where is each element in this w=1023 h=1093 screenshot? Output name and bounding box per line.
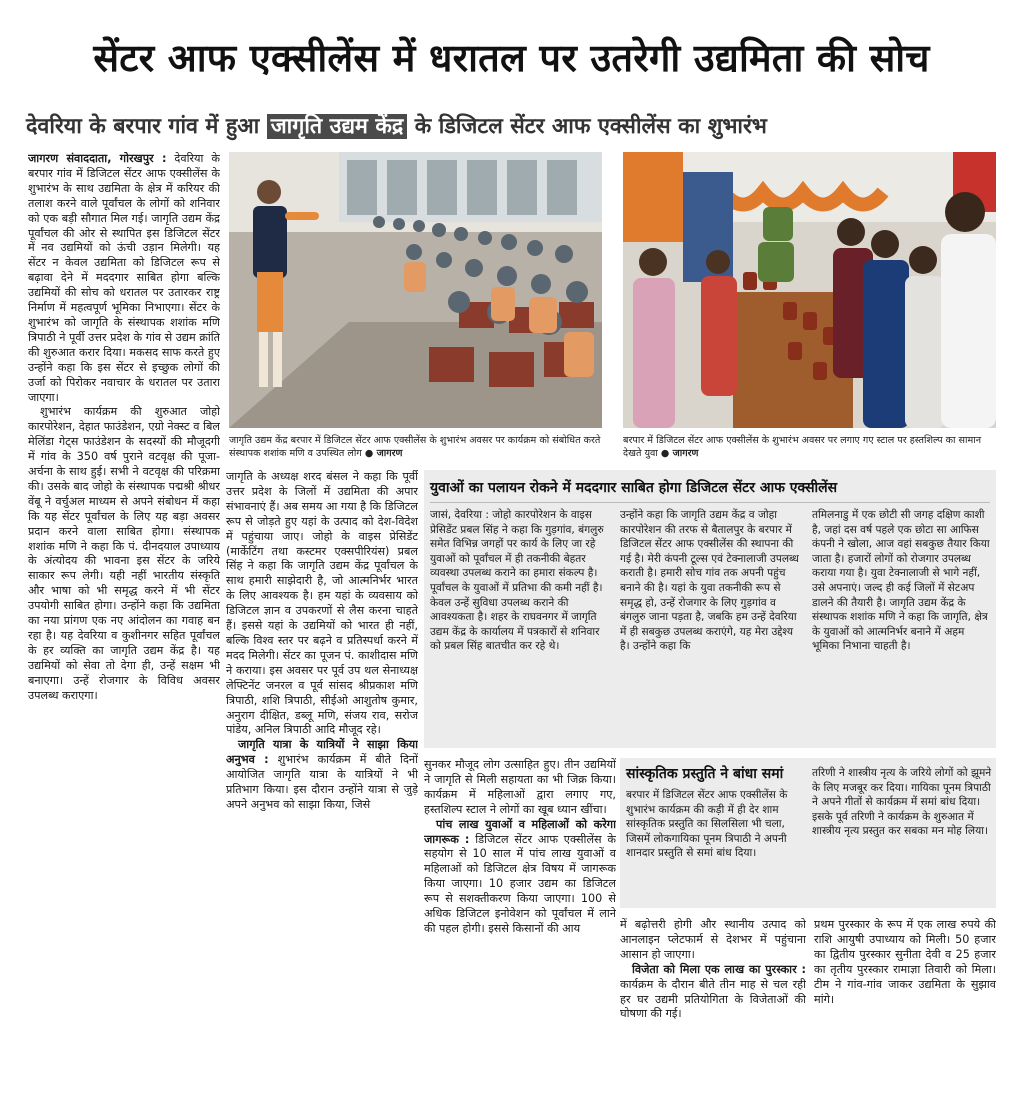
photo-handicraft-stall-image [623, 152, 996, 428]
sidebar-box-rule [430, 502, 990, 503]
photo1-credit: ● जागरण [364, 448, 403, 459]
col4-para-1: में बढ़ोत्तरी होगी और स्थानीय उत्पाद को आनलाइन प्लेटफार्म से देशभर में पहुंचाना आसान हो जाएगा। [620, 918, 806, 961]
photo1-credit-text: जागरण [376, 448, 403, 459]
col2-para-1: जागृति के अध्यक्ष शरद बंसल ने कहा कि पूर्वी उत्तर प्रदेश के जिलों में उद्यमिता की अपार संभावनाएं हैं। अब समय आ गया है कि डिजिटल रूप से जोड़ते हुए यहां के उत्पाद को देश-विदेश में पहुंचाया जाए। जोहो के वाइस प्रेसिडेंट (मार्केटिंग तथा कस्टमर एक्सपीरियंस) प्रबल सिंह ने कहा कि जागृति उद्यम केंद्र पूर्वांचल के साथ हमारी साझेदारी है, जो आत्मनिर्भर भारत के लिए आवश्यक है। हम यहां के व्यवसाय को डिजिटल ज्ञान व उपकरणों से लैस करना चाहते हैं। इससे यहां के उद्यमियों को भारत ही नहीं, बल्कि विश्व स्तर पर बढ़ने व प्रतिस्पर्धा करने में मदद मिलेगी। सेंटर का पूजन पं. काशीदास मणि ने कराया। इस अवसर पर पूर्व उप थल सेनाध्यक्ष लेफ्टिनेंट जनरल व पूर्व सांसद श्रीप्रकाश मणि त्रिपाठी, शशि त्रिपाठी, सीईओ आशुतोष कुमार, अनुराग दीक्षित, डब्लू मणि, संजय राव, सरोज पांडेय, अनिल त्रिपाठी आदि मौजूद रहे। [226, 470, 418, 737]
photo2-credit-text: जागरण [672, 448, 699, 459]
col4-subhead: विजेता को मिला एक लाख का पुरस्कार : [632, 962, 806, 976]
col3-subhead: पांच लाख युवाओं व महिलाओं को करेगा जागरूक : [424, 817, 616, 846]
article-column-4 [620, 918, 806, 1062]
col4-para-2: कार्यक्रम के दौरान बीते तीन माह से चल रही हर घर उद्यमी प्रतियोगिता के विजेताओं की घोषणा की गई। [620, 977, 806, 1021]
photo-speaker-audience-image [229, 152, 602, 428]
article-column-2 [226, 470, 418, 1062]
photo2-credit: ● जागरण [660, 448, 699, 459]
col3-para-2: डिजिटल सेंटर आफ एक्सीलेंस के सहयोग से 10 साल में पांच लाख युवाओं व महिलाओं को डिजिटल क्षेत्र विषय में जागरूक किया जाएगा। 10 हजार उद्यम का डिजिटल रूप से सशक्तीकरण किया जाएगा। 100 से अधिक डिजिटल इनोवेशन को पूर्वांचल में लाने की पहल होगी। इससे किसानों की आय [424, 832, 616, 935]
sidebar-box-culture-title: सांस्कृतिक प्रस्तुति ने बांधा समां [626, 766, 784, 782]
sidebar-box-col-1 [430, 508, 610, 744]
article-column-1 [28, 152, 220, 1062]
photo2-caption [623, 434, 996, 462]
sidebar-box-col-2 [620, 508, 800, 744]
col2-para-2: शुभारंभ कार्यक्रम में बीते दिनों आयोजित जागृति यात्रा के यात्रियों ने भी प्रतिभाग किया। इस दौरान उन्होंने यात्रा से जुड़े अपने अनुभव को साझा किया, जिसे [226, 753, 418, 811]
sidebar-box-col-2-text: उन्होंने कहा कि जागृति उद्यम केंद्र व जोहा कारपोरेशन की तरफ से बैतालपुर के बरपार में डिजिटल सेंटर आफ एक्सीलेंस की स्थापना की गई है। मेरी कंपनी टूल्स एवं टेक्नालाजी उपलब्ध कराती है। हमारी सोच गांव तक अपनी पहुंच बनाने की है। यहां के युवा तकनीकी रूप से समृद्ध हो, उन्हें रोजगार के लिए गुड़गांव व बंगलुरु जाना पड़ता है, जबकि हम उन्हें देवरिया में ही सबकुछ उपलब्ध कराएंगे, यह मेरा उद्देश्य है। उन्होंने कहा कि [620, 509, 799, 653]
sidebar-box-col-3 [812, 508, 992, 744]
photo-handicraft-stall [623, 152, 996, 428]
article-column-3 [424, 758, 616, 1062]
subhead-highlight: जागृति उद्यम केंद्र [267, 114, 408, 139]
col1-para-2: शुभारंभ कार्यक्रम की शुरुआत जोहो कारपोरेशन, देहात फाउंडेशन, एग्रो नेक्स्ट व बिल मेलिंडा गेट्स फाउंडेशन के सदस्यों की मौजूदगी में गांव के 350 वर्ष पुराने वटवृक्ष की पूजा-अर्चना के साथ हुई। सभी ने वटवृक्ष की परिक्रमा की। उसके बाद जोहो के संस्थापक पद्मश्री श्रीधर वेंबू ने वर्चुअल माध्यम से अपने संबोधन में कहा कि यह सेंटर पूर्वांचल के लिए यह बड़ा अवसर प्रदान करने वाला साबित होगा। संस्थापक शशांक मणि ने कहा कि पं. दीनदयाल उपाध्याय के अंत्योदय की भावना इस सेंटर के जरिये साकार रूप लेगी। यही नहीं भारतीय संस्कृति और भाषा को भी समृद्ध करने में भी सेंटर उपयोगी साबित होगा। उन्होंने कहा कि उद्यमिता का नया प्रांगण एक नए आंदोलन का गवाह बन रहा है। यह देवरिया व कुशीनगर सहित पूर्वांचल के हर व्यक्ति का जागृति उद्यम केंद्र है। यह उद्यमियों को सेवा तो देगा ही, उन्हें सक्षम भी बनाएगा। उन्हें रोजगार के विविध अवसर उपलब्ध कराएगा। [28, 405, 220, 702]
photo-speaker-audience [229, 152, 602, 428]
col3-para-1: सुनकर मौजूद लोग उत्साहित हुए। तीन उद्यमियों ने जागृति से मिली सहायता का भी जिक्र किया। कार्यक्रम में महिलाओं द्वारा लगाए गए, हस्तशिल्प स्टाल ने लोगों का खूब ध्यान खींचा। [424, 758, 616, 816]
culture-box-col-2 [812, 766, 992, 904]
byline: जागरण संवाददाता, गोरखपुर : [28, 152, 167, 165]
col5-para-1: प्रथम पुरस्कार के रूप में एक लाख रुपये की राशि आयुषी उपाध्याय को मिली। 50 हजार का द्वितीय पुरस्कार सुनीता देवी व 25 हजार का तृतीय पुरस्कार रामाज्ञा तिवारी को मिला। टीम ने गांव-गांव जाकर उद्यमिता के सुझाव मांगे। [814, 918, 996, 1006]
photo1-caption [229, 434, 602, 462]
subhead-after: के डिजिटल सेंटर आफ एक्सीलेंस का शुभारंभ [414, 114, 767, 139]
culture-box-col-1 [626, 788, 802, 904]
sidebar-box-migration-title: युवाओं का पलायन रोकने में मददगार साबित होगा डिजिटल सेंटर आफ एक्सीलेंस [430, 480, 838, 496]
photo2-caption-text: बरपार में डिजिटल सेंटर आफ एक्सीलेंस के शुभारंभ अवसर पर लगाए गए स्टाल पर हस्तशिल्प का सामान देखते युवा [623, 435, 982, 459]
col1-para-1: देवरिया के बरपार गांव में डिजिटल सेंटर आफ एक्सीलेंस के शुभारंभ के साथ उद्यमिता के क्षेत्र में करियर की तलाश करने वाले पूर्वांचल के लोगों को शनिवार को एक बड़ी सौगात मिल गई। जागृति उद्यम केंद्र पूर्वांचल की ओर से स्थापित इस डिजिटल सेंटर में नव उद्यमियों को ऊंची उड़ान मिलेगी। यह सेंटर न केवल उद्यमिता को डिजिटल रूप से बढ़ावा देने में मददगार साबित होगा बल्कि उद्यमियों की सोच को धरातल पर उतारकर राष्ट्र निर्माण में महत्वपूर्ण भूमिका निभाएगा। सेंटर के शुभारंभ को जागृति के संस्थापक शशांक मणि त्रिपाठी ने पूर्वी उत्तर प्रदेश के गांव से उद्यम क्रांति की शुरुआत करार दिया। मकसद साफ करते हुए उन्होंने कहा कि इस सेंटर से इच्छुक लोगों की उर्जा को पिरोकर नवाचार के धरातल पर उतारा जाएगा। [28, 152, 220, 404]
culture-box-col-1-text: बरपार में डिजिटल सेंटर आफ एक्सीलेंस के शुभारंभ कार्यक्रम की कड़ी में ही देर शाम सांस्कृतिक प्रस्तुति का सिलसिला भी चला, जिसमें लोकगायिका पूनम त्रिपाठी ने अपनी शानदार प्रस्तुति से समां बांध दिया। [626, 789, 788, 860]
culture-box-col-2-text: तरिणी ने शास्त्रीय नृत्य के जरिये लोगों को झूमने के लिए मजबूर कर दिया। गायिका पूनम त्रिपाठी ने अपने गीतों से कार्यक्रम में समां बांध दिया। इसके पूर्व तरिणी ने कार्यक्रम के शुरुआत में शास्त्रीय नृत्य प्रस्तुत कर सबका मन मोह लिया। [812, 767, 992, 838]
subhead-before: देवरिया के बरपार गांव में हुआ [26, 114, 260, 139]
article-column-5 [814, 918, 996, 1062]
sidebar-box-col-1-text: जासं, देवरिया : जोहो कारपोरेशन के वाइस प्रेसिडेंट प्रबल सिंह ने कहा कि गुड़गांव, बंगलुरु समेत विभिन्न जगहों पर कार्य के लिए जा रहे युवाओं को पूर्वांचल में ही तकनीकी बेहतर व्यवस्था उपलब्ध कराने का हमारा संकल्प है। पूर्वांचल के युवाओं में प्रतिभा की कमी नहीं है। केवल उन्हें सुविधा उपलब्ध कराने की आवश्यकता है। शहर के राघवनगर में जागृति उद्यम केंद्र के कार्यालय में पत्रकारों से शनिवार को प्रबल सिंह बातचीत कर रहे थे। [430, 509, 604, 653]
headline: सेंटर आफ एक्सीलेंस में धरातल पर उतरेगी उद्यमिता की सोच [93, 36, 930, 80]
sidebar-box-col-3-text: तमिलनाडु में एक छोटी सी जगह दक्षिण काशी है, जहां दस वर्ष पहले एक छोटा सा आफिस कंपनी ने खोला, आज वहां सबकुछ तैयार किया जाता है। हजारों लोगों को रोजगार उपलब्ध कराया गया है। युवा टेक्नालाजी से भागे नहीं, उसे अपनाएं। जल्द ही कई जिलों में सेटअप डालने की तैयारी है। जागृति उद्यम केंद्र के संस्थापक शशांक मणि ने कहा कि जागृति, क्षेत्र के युवाओं को आत्मनिर्भर बनाने में अहम भूमिका निभाना चाहती है। [812, 509, 990, 653]
col2-subhead: जागृति यात्रा के यात्रियों ने साझा किया अनुभव : [226, 738, 418, 767]
subheadline [26, 110, 1001, 144]
photo1-caption-text: जागृति उद्यम केंद्र बरपार में डिजिटल सेंटर आफ एक्सीलेंस के शुभारंभ अवसर पर कार्यक्रम को संबोधित करते संस्थापक शशांक मणि व उपस्थित लोग [229, 435, 601, 459]
